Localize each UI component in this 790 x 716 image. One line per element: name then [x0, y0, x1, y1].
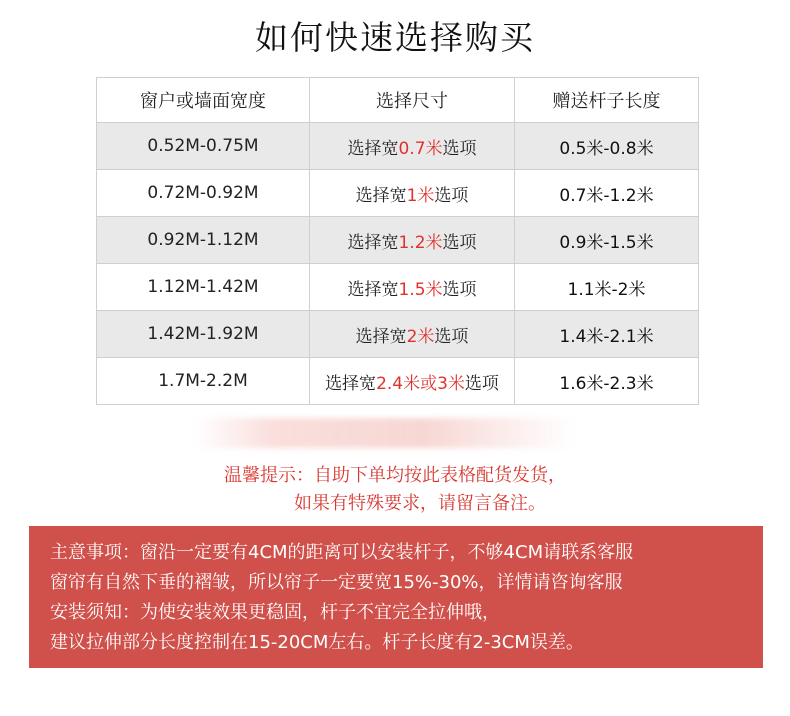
rod-length-cell: 1.1米-2米: [515, 264, 699, 311]
size-choice-suffix: 选项: [434, 326, 469, 347]
rod-length-cell: 0.5米-0.8米: [515, 123, 699, 170]
size-choice-suffix: 选项: [442, 138, 477, 159]
header-window-width: 窗户或墙面宽度: [97, 78, 310, 123]
rod-length-cell: 1.6米-2.3米: [515, 358, 699, 405]
header-rod-length: 赠送杆子长度: [515, 78, 699, 123]
width-range-cell: 0.52M-0.75M: [97, 123, 310, 170]
size-choice-highlight: 1米: [406, 185, 435, 206]
header-select-size: 选择尺寸: [310, 78, 515, 123]
size-choice-prefix: 选择宽: [355, 326, 407, 347]
size-choice-highlight: 2.4米或3米: [376, 373, 465, 394]
table-row: [97, 217, 699, 264]
reminder-text: [0, 462, 790, 518]
table-header-row: [97, 78, 699, 123]
size-choice-highlight: 1.2米: [398, 232, 443, 253]
size-choice-suffix: 选项: [434, 185, 469, 206]
size-choice-prefix: 选择宽: [347, 279, 399, 300]
reminder-line-1: 温馨提示：自助下单均按此表格配货发货，: [224, 465, 566, 486]
size-choice-highlight: 1.5米: [398, 279, 443, 300]
size-choice-suffix: 选项: [464, 373, 499, 394]
faded-text-artifact: [195, 418, 575, 448]
size-choice-prefix: 选择宽: [347, 232, 399, 253]
width-range-cell: 1.12M-1.42M: [97, 264, 310, 311]
width-range-cell: 0.72M-0.92M: [97, 170, 310, 217]
rod-length-cell: 0.9米-1.5米: [515, 217, 699, 264]
rod-length-cell: 0.7米-1.2米: [515, 170, 699, 217]
size-choice-cell: [310, 264, 515, 311]
table-row: [97, 358, 699, 405]
size-choice-prefix: 选择宽: [347, 138, 399, 159]
size-choice-cell: [310, 170, 515, 217]
width-range-cell: 1.42M-1.92M: [97, 311, 310, 358]
notice-line-1: 主意事项：窗沿一定要有4CM的距离可以安装杆子，不够4CM请联系客服: [50, 542, 634, 563]
table-row: [97, 170, 699, 217]
rod-length-cell: 1.4米-2.1米: [515, 311, 699, 358]
page-title: 如何快速选择购买: [255, 18, 535, 57]
table-row: [97, 264, 699, 311]
size-choice-prefix: 选择宽: [355, 185, 407, 206]
size-choice-suffix: 选项: [442, 232, 477, 253]
table-row: [97, 123, 699, 170]
notice-line-2: 窗帘有自然下垂的褶皱，所以帘子一定要宽15%-30%，详情请咨询客服: [50, 572, 623, 593]
notice-line-3: 安装须知：为使安装效果更稳固，杆子不宜完全拉伸哦，: [50, 602, 500, 623]
size-choice-cell: [310, 358, 515, 405]
size-choice-cell: [310, 123, 515, 170]
reminder-line-2: 如果有特殊要求，请留言备注。: [294, 493, 546, 514]
width-range-cell: 1.7M-2.2M: [97, 358, 310, 405]
size-choice-cell: [310, 217, 515, 264]
width-range-cell: 0.92M-1.12M: [97, 217, 310, 264]
notice-box: [29, 526, 763, 668]
size-choice-highlight: 2米: [406, 326, 435, 347]
table-row: [97, 311, 699, 358]
size-choice-cell: [310, 311, 515, 358]
size-choice-highlight: 0.7米: [398, 138, 443, 159]
size-choice-prefix: 选择宽: [325, 373, 377, 394]
notice-line-4: 建议拉伸部分长度控制在15-20CM左右。杆子长度有2-3CM误差。: [50, 632, 584, 653]
size-table: [96, 77, 699, 405]
size-choice-suffix: 选项: [442, 279, 477, 300]
